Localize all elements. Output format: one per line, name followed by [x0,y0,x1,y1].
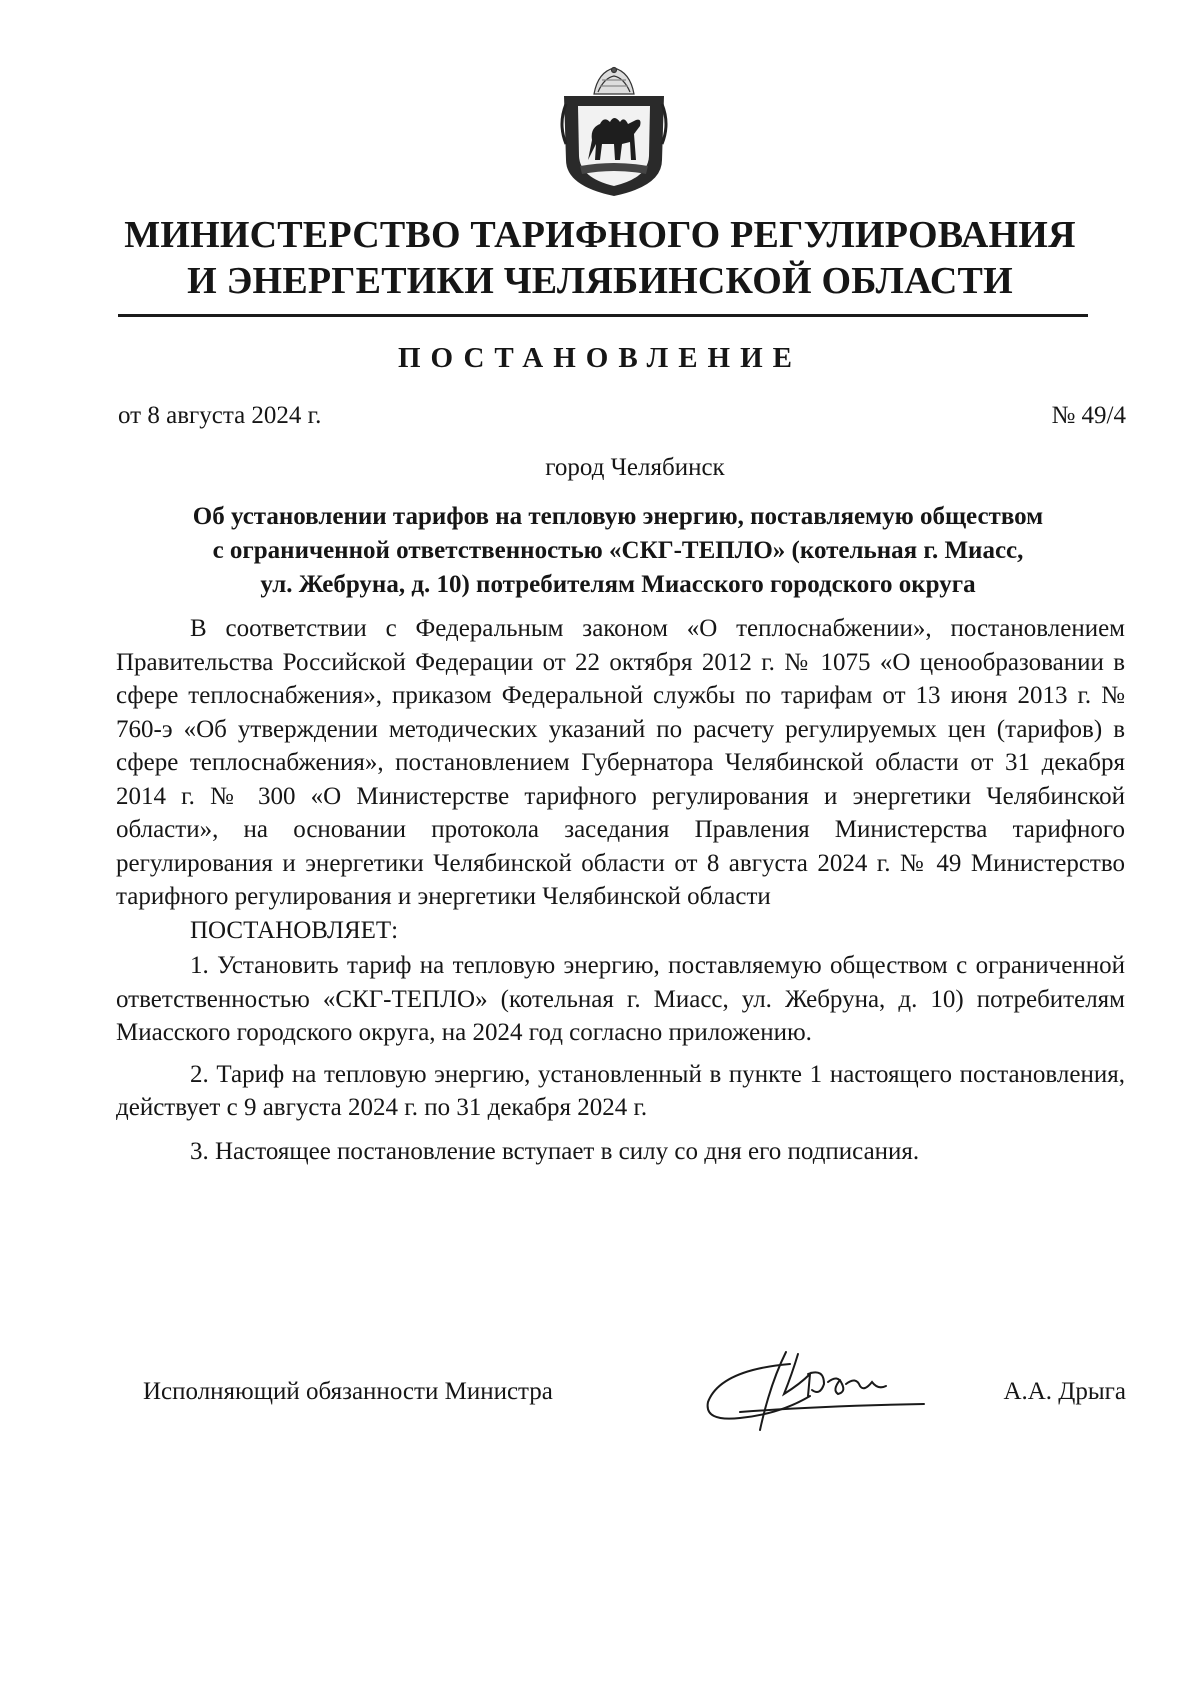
decree-item-3: 3. Настоящее постановление вступает в силу со дня его подписания. [190,1137,920,1165]
document-type: ПОСТАНОВЛЕНИЕ [397,342,802,374]
document-date: от 8 августа 2024 г. [118,402,322,429]
document-subject [118,500,1118,602]
preamble-paragraph: В соответствии с Федеральным законом «О теплоснабжении», постановлением Правительства Российской Федерации от 22 октября 2012 г. № 1075 «О ценообразовании в сфере теплоснабжения», приказом Федеральной службы по тарифам от 13 июня 2013 г. № 760-э «Об утверждении методических указаний по расчету регулируемых цен (тарифов) в сфере теплоснабжения», постановлением Губернатора Челябинской области от 31 декабря 2014 г. № 300 «О Министерстве тарифного регулирования и энергетики Челябинской области», на основании протокола заседания Правления Министерства тарифного регулирования и энергетики Челябинской области от 8 августа 2024 г. № 49 Министерство тарифного регулирования и энергетики Челябинской области [116,615,1125,910]
decree-item-2: 2. Тариф на тепловую энергию, установленный в пункте 1 настоящего постановления, действует с 9 августа 2024 г. по 31 декабря 2024 г. [116,1060,1125,1121]
ministry-name [100,212,1100,304]
document-city: город Челябинск [545,454,725,481]
subject-line2: с ограниченной ответственностью «СКГ-ТЕПЛО» (котельная г. Миасс, [212,537,1024,564]
decree-word: ПОСТАНОВЛЯЕТ: [190,916,399,944]
document-body [116,612,1125,1168]
decree-item-1: 1. Установить тариф на тепловую энергию, поставляемую обществом с ограниченной ответственностью «СКГ-ТЕПЛО» (котельная г. Миасс, ул. Жебруна, д. 10) потребителям Миасского городского округа, на 2024 год согласно приложению. [116,952,1125,1046]
signer-title: Исполняющий обязанности Министра [143,1378,553,1405]
document-number: № 49/4 [1051,402,1126,429]
subject-line1: Об установлении тарифов на тепловую энергию, поставляемую обществом [192,503,1044,530]
signer-name: А.А. Дрыга [1003,1378,1126,1405]
header-divider [118,314,1088,317]
ministry-name-line2: И ЭНЕРГЕТИКИ ЧЕЛЯБИНСКОЙ ОБЛАСТИ [187,260,1013,302]
signature-icon [700,1344,930,1434]
ministry-name-line1: МИНИСТЕРСТВО ТАРИФНОГО РЕГУЛИРОВАНИЯ [124,214,1076,256]
coat-of-arms-icon [558,64,670,198]
subject-line3: ул. Жебруна, д. 10) потребителям Миасского городского округа [260,571,976,598]
